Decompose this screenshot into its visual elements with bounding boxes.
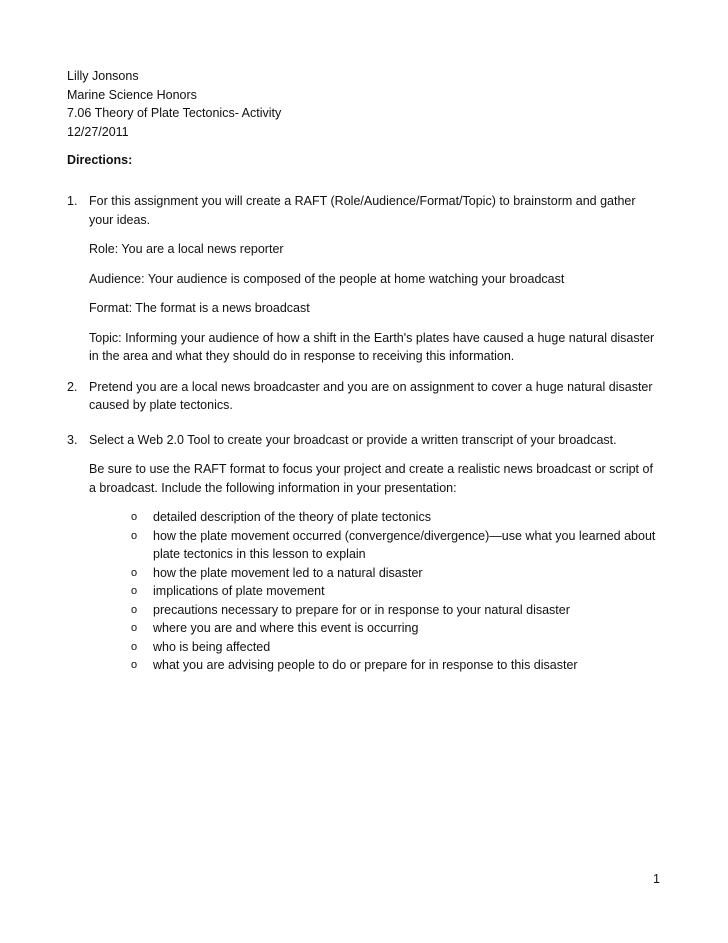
bullet-text: where you are and where this event is occurring xyxy=(153,621,419,635)
directions-list xyxy=(67,192,657,675)
bullet-icon: o xyxy=(131,603,138,616)
item-text: Pretend you are a local news broadcaster and you are on assignment to cover a huge natural disaster caused by plate tectonics. xyxy=(89,379,653,412)
bullet-icon: o xyxy=(131,659,138,671)
bullet-text: how the plate movement occurred (convergence/divergence)—use what you learned about plate tectonics in this lesson to explain xyxy=(153,528,656,561)
list-item xyxy=(67,378,657,415)
bullet-icon: o xyxy=(131,585,138,597)
bullet-text: implications of plate movement xyxy=(153,584,325,598)
list-item xyxy=(67,431,657,675)
item-number: 2. xyxy=(67,379,78,394)
bullet-text: how the plate movement led to a natural disaster xyxy=(153,565,423,580)
bullet-icon: o xyxy=(131,566,138,579)
bullet-icon: o xyxy=(131,529,138,542)
item-number: 1. xyxy=(67,194,78,208)
assignment-date: 12/27/2011 xyxy=(67,124,129,139)
bullet-icon: o xyxy=(131,511,138,523)
raft-topic: Topic: Informing your audience of how a shift in the Earth's plates have caused a huge natural disaster in the area and what they should do in response to receiving this information. xyxy=(89,330,655,363)
information-bullets xyxy=(89,508,657,675)
document-header xyxy=(67,67,667,141)
bullet-item xyxy=(131,508,657,527)
bullet-item xyxy=(131,527,657,564)
bullet-item xyxy=(131,564,657,583)
bullet-item xyxy=(131,582,657,601)
bullet-item xyxy=(131,619,657,638)
bullet-icon: o xyxy=(131,622,138,634)
directions-heading: Directions: xyxy=(67,153,133,167)
course-name: Marine Science Honors xyxy=(67,87,197,102)
assignment-title: 7.06 Theory of Plate Tectonics- Activity xyxy=(67,106,282,120)
page-number: 1 xyxy=(653,872,660,886)
raft-role: Role: You are a local news reporter xyxy=(89,242,284,256)
bullet-text: precautions necessary to prepare for or in response to your natural disaster xyxy=(153,602,570,617)
bullet-item xyxy=(131,656,657,675)
item-extra-text: Be sure to use the RAFT format to focus your project and create a realistic news broadcast or script of a broadcast. Include the following information in your presentation: xyxy=(89,462,653,495)
student-name: Lilly Jonsons xyxy=(67,69,139,83)
item-number: 3. xyxy=(67,432,78,447)
bullet-item xyxy=(131,638,657,657)
list-item xyxy=(67,192,657,366)
item-text: For this assignment you will create a RAFT (Role/Audience/Format/Topic) to brainstorm and gather your ideas. xyxy=(89,194,636,227)
raft-format: Format: The format is a news broadcast xyxy=(89,301,310,315)
bullet-item xyxy=(131,601,657,620)
item-text: Select a Web 2.0 Tool to create your broadcast or provide a written transcript of your broadcast. xyxy=(89,432,617,447)
bullet-text: detailed description of the theory of plate tectonics xyxy=(153,510,431,524)
bullet-icon: o xyxy=(131,640,138,653)
bullet-text: who is being affected xyxy=(153,639,271,654)
bullet-text: what you are advising people to do or prepare for in response to this disaster xyxy=(153,658,578,672)
raft-audience: Audience: Your audience is composed of the people at home watching your broadcast xyxy=(89,271,565,286)
